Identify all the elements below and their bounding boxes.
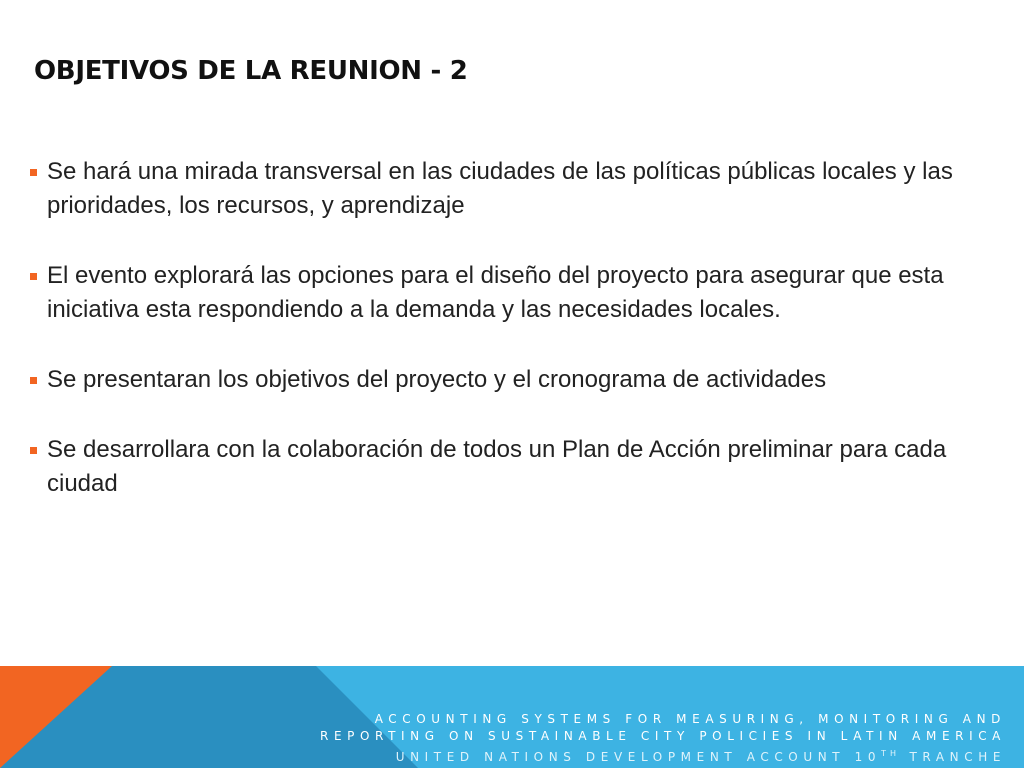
bullet-text: Se desarrollara con la colaboración de todos un Plan de Acción preliminar para cada ciudad [47, 436, 947, 497]
bullet-item [28, 363, 958, 397]
footer-line-3-prefix: UNITED NATIONS DEVELOPMENT ACCOUNT 10 [395, 750, 882, 764]
square-bullet-icon [30, 169, 37, 176]
footer-caption [320, 711, 1006, 766]
square-bullet-icon [30, 273, 37, 280]
bullet-item [28, 259, 958, 327]
footer-line-1: ACCOUNTING SYSTEMS FOR MEASURING, MONITORING AND [374, 712, 1006, 726]
footer-line-3-suffix: TRANCHE [900, 750, 1006, 764]
bullet-text: Se hará una mirada transversal en las ciudades de las políticas públicas locales y las prioridades, los recursos, y aprendizaje [47, 158, 953, 219]
slide-title: OBJETIVOS DE LA REUNION - 2 [34, 56, 468, 86]
bullet-text: Se presentaran los objetivos del proyecto y el cronograma de actividades [47, 366, 827, 393]
bullet-item [28, 433, 958, 501]
footer-line-3 [320, 745, 1006, 766]
square-bullet-icon [30, 377, 37, 384]
square-bullet-icon [30, 447, 37, 454]
footer-line-3-sup: TH [881, 749, 901, 758]
bullet-text: El evento explorará las opciones para el diseño del proyecto para asegurar que esta iniciativa esta respondiendo a la demanda y las necesidades locales. [47, 262, 944, 323]
bullet-item [28, 155, 958, 223]
footer-line-2: REPORTING ON SUSTAINABLE CITY POLICIES IN LATIN AMERICA [320, 729, 1006, 743]
bullet-list [28, 155, 958, 537]
